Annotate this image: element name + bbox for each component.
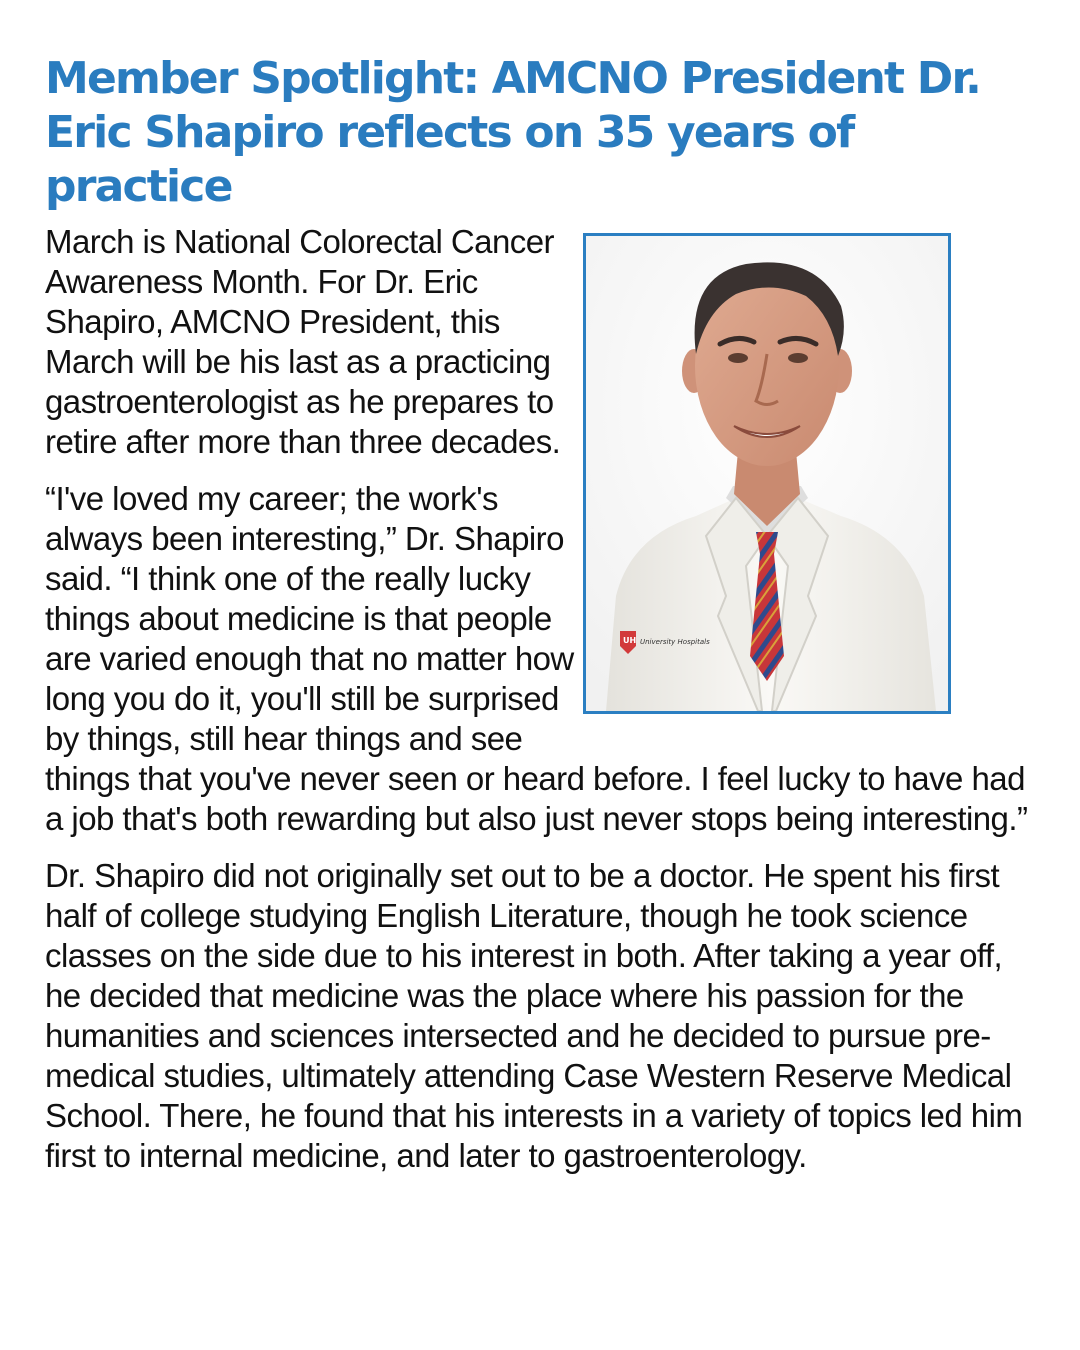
paragraph-intro: March is National Colorectal Cancer Awareness Month. For Dr. Eric Shapiro, AMCNO President, this March will be his last as a practicing gastroenterologist as he prepares to retire after more than three decades. — [45, 223, 561, 460]
paragraph-background: Dr. Shapiro did not originally set out to be a doctor. He spent his first half of college studying English Literature, though he took science classes on the side due to his interest in both. After taking a year off, he decided that medicine was the place where his passion for the humanities and sciences intersected and he decided to pursue pre-medical studies, ultimately attending Case Western Reserve Medical School. There, he found that his interests in a variety of topics led him first to internal medicine, and later to gastroenterology. — [45, 857, 1023, 1174]
badge-text: UH — [623, 636, 637, 645]
paragraph-quote: “I've loved my career; the work's always been interesting,” Dr. Shapiro said. “I think one of the really lucky things about medicine is that people are varied enough that no matter how long you do it, you'll still be surprised by things, still hear things and see things that you've never seen or heard before. I feel lucky to have had a job that's both rewarding but also just never stops being interesting.” — [45, 480, 1028, 837]
coat-embroidery-text: University Hospitals — [640, 638, 710, 646]
article-body — [45, 222, 1040, 1193]
photo-wrap-spacer — [595, 222, 1040, 722]
article-title: Member Spotlight: AMCNO President Dr. Eric Shapiro reflects on 35 years of practice — [45, 53, 981, 212]
